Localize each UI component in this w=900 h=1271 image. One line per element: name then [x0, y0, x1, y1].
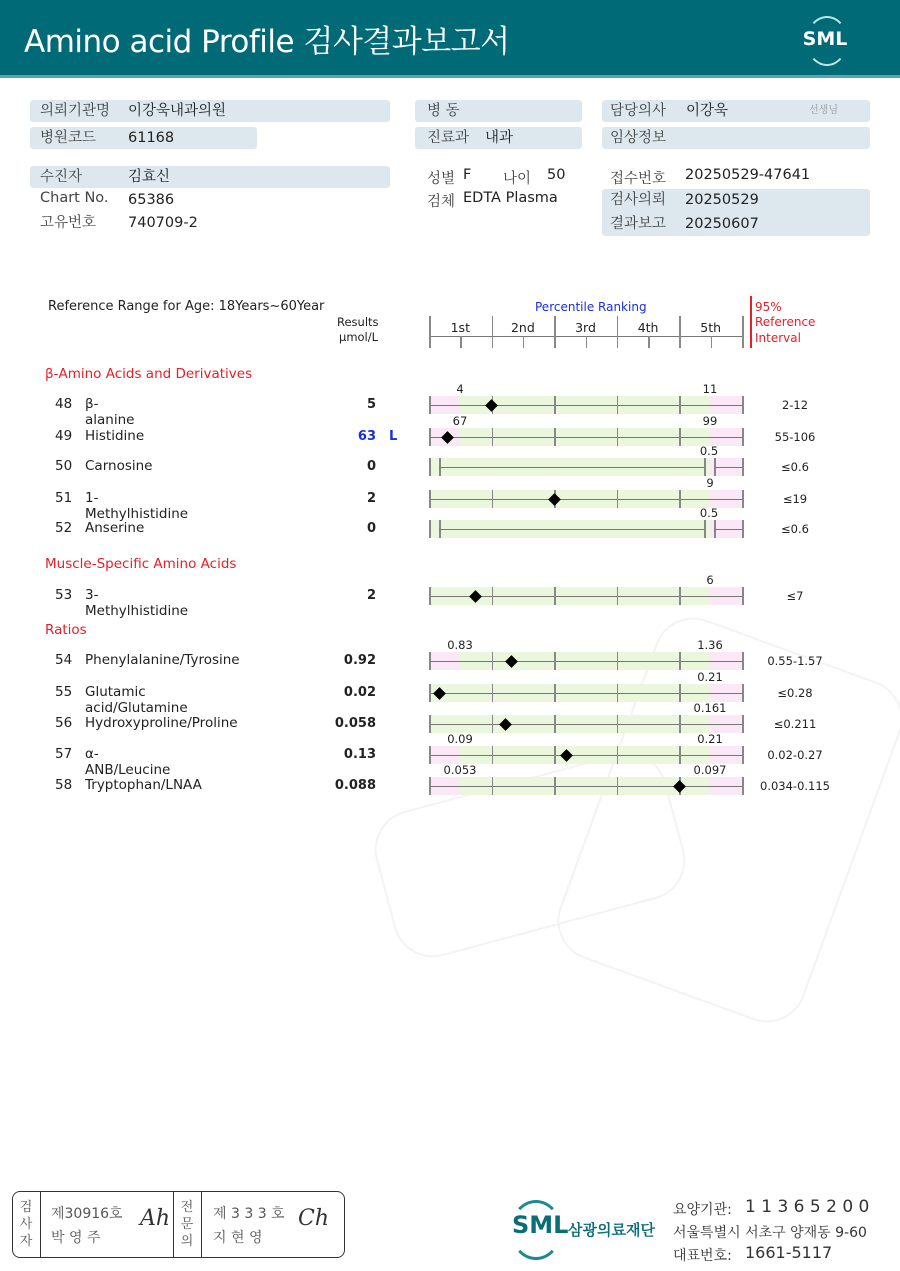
institution-field: [30, 100, 390, 122]
bar-tick: [429, 428, 431, 446]
bar-tick: [429, 458, 431, 476]
quintile-label: 2nd: [510, 320, 535, 335]
bar-tick: [617, 652, 619, 670]
bar-tick: [617, 715, 619, 733]
label: 진료과: [427, 130, 470, 146]
axis-tick: [742, 316, 744, 348]
bar-tick: [617, 396, 619, 414]
reference-interval: ≤0.6: [781, 460, 809, 474]
result-value: 0: [366, 521, 376, 536]
bar-line: [439, 467, 704, 468]
chart-value: 65386: [128, 192, 175, 208]
upper-limit-label: 11: [702, 382, 718, 396]
result-value: 0.058: [334, 716, 376, 731]
hospital-code-field: [30, 127, 257, 149]
bar-tick: [429, 684, 431, 702]
bar-tick: [679, 396, 681, 414]
label: 검사의뢰: [610, 192, 667, 208]
bar-tick: [554, 777, 556, 795]
bar-tick: [742, 746, 744, 764]
bar-tick: [429, 715, 431, 733]
sml-logo: SML: [796, 14, 854, 64]
bar-tick: [742, 490, 744, 508]
age-value: 50: [547, 167, 566, 183]
label: 담당의사: [610, 103, 667, 119]
signature-box: [12, 1191, 345, 1258]
bar-line: [429, 661, 742, 662]
tester-label: 검사자: [19, 1200, 33, 1249]
value: 20250529: [685, 192, 759, 208]
footer-phone-label: 대표번호:: [673, 1248, 732, 1264]
bar-tick: [492, 587, 494, 605]
result-value: 0.13: [343, 747, 376, 762]
bar-tick: [492, 715, 494, 733]
bar-line: [439, 529, 704, 530]
analyte-name: 1-Methylhistidine: [85, 490, 189, 522]
result-value: 0.92: [343, 653, 376, 668]
sex-value: F: [463, 167, 472, 183]
bar-tick: [679, 428, 681, 446]
specialist-name: 지 현 영: [213, 1230, 263, 1246]
analyte-name: β-alanine: [85, 396, 135, 428]
upper-limit-label: 0.5: [699, 506, 719, 520]
sex-label: 성별: [427, 171, 456, 187]
row-number: 54: [55, 652, 73, 668]
upper-limit-label: 99: [702, 414, 718, 428]
row-number: 52: [55, 520, 73, 536]
specialist-no: 제 3 3 3 호: [213, 1206, 285, 1222]
analyte-name: Tryptophan/LNAA: [85, 777, 202, 793]
bar-tick: [742, 684, 744, 702]
lower-limit-label: 0.83: [447, 638, 473, 652]
bar-tick: [742, 777, 744, 795]
result-flag: L: [389, 429, 398, 444]
axis-tick: [429, 316, 431, 348]
axis-minor-tick: [460, 336, 462, 348]
percentile-title: Percentile Ranking: [535, 300, 647, 314]
bar-tick: [704, 520, 706, 538]
result-value: 0: [366, 459, 376, 474]
ref-divider: [750, 296, 752, 348]
specimen-label: 검체: [427, 194, 456, 210]
bar-tick: [492, 684, 494, 702]
upper-limit-label: 0.5: [699, 444, 719, 458]
chart-label: Chart No.: [40, 190, 109, 206]
quintile-label: 3rd: [575, 320, 596, 335]
axis-minor-tick: [523, 336, 525, 348]
section-title: Muscle-Specific Amino Acids: [45, 556, 237, 572]
value: 이강욱내과의원: [128, 103, 227, 119]
footer-phone: 1661-5117: [745, 1243, 833, 1262]
dates-field: [602, 189, 870, 236]
analyte-name: Histidine: [85, 428, 145, 444]
receipt-value: 20250529-47641: [685, 167, 811, 183]
unit-label: μmol/L: [339, 330, 379, 344]
reference-interval: 0.55-1.57: [767, 654, 823, 668]
result-value: 63: [357, 429, 376, 444]
bar-tick: [554, 396, 556, 414]
specialist-signature-icon: Ch: [298, 1206, 330, 1231]
bar-tick: [617, 587, 619, 605]
reference-interval: ≤0.211: [773, 717, 817, 731]
analyte-name: 3-Methylhistidine: [85, 587, 189, 619]
upper-limit-label: 6: [706, 573, 714, 587]
footer-org: 삼광의료재단: [568, 1221, 655, 1239]
bar-line: [429, 786, 742, 787]
bar-tick: [429, 652, 431, 670]
axis-minor-tick: [711, 336, 713, 348]
bar-tick: [742, 652, 744, 670]
label: 병 동: [427, 103, 460, 119]
axis-minor-tick: [648, 336, 650, 348]
footer-address: 서울특별시 서초구 양재동 9-60: [673, 1225, 867, 1241]
label: 결과보고: [610, 216, 667, 232]
bar-tick: [742, 396, 744, 414]
analyte-name: Carnosine: [85, 458, 153, 474]
reference-interval: ≤0.6: [781, 522, 809, 536]
result-value: 0.02: [343, 685, 376, 700]
bar-line: [429, 693, 742, 694]
bar-tick: [429, 587, 431, 605]
section-title: β-Amino Acids and Derivatives: [45, 366, 253, 382]
bar-tick: [742, 458, 744, 476]
bar-tick: [617, 746, 619, 764]
lower-limit-label: 0.053: [443, 763, 477, 777]
bar-tick: [679, 652, 681, 670]
bar-line: [429, 437, 742, 438]
bar-tick: [429, 490, 431, 508]
row-number: 58: [55, 777, 73, 793]
label: 병원코드: [40, 130, 97, 146]
axis-tick: [554, 316, 556, 348]
bar-tick: [742, 428, 744, 446]
doctor-field: [602, 100, 870, 122]
bar-tick: [617, 428, 619, 446]
analyte-name: Phenylalanine/Tyrosine: [85, 652, 240, 668]
result-value: 2: [366, 491, 376, 506]
label: 수진자: [40, 169, 83, 185]
reference-interval: ≤7: [786, 589, 804, 603]
analyte-name: Glutamic acid/Glutamine: [85, 684, 188, 716]
tester-name: 박 영 주: [51, 1230, 101, 1246]
ref-title: Reference: [755, 315, 816, 329]
row-number: 57: [55, 746, 73, 762]
bar-tick: [617, 777, 619, 795]
reference-interval: 2-12: [781, 398, 809, 412]
bar-tick: [679, 746, 681, 764]
ref-age-range: Reference Range for Age: 18Years~60Year: [48, 299, 325, 314]
row-number: 48: [55, 396, 73, 412]
specimen-value: EDTA Plasma: [463, 190, 558, 206]
label: 임상정보: [610, 130, 667, 146]
footer-code: 1 1 3 6 5 2 0 0: [745, 1197, 870, 1217]
bar-tick: [679, 587, 681, 605]
reference-interval: 0.02-0.27: [767, 748, 823, 762]
bar-tick: [492, 490, 494, 508]
bar-tick: [742, 520, 744, 538]
bar-line: [714, 529, 742, 530]
reference-interval: ≤19: [782, 492, 808, 506]
bar-tick: [617, 490, 619, 508]
bar-tick: [429, 520, 431, 538]
reference-interval: ≤0.28: [777, 686, 813, 700]
id-label: 고유번호: [40, 215, 97, 231]
bar-line: [429, 755, 742, 756]
doctor-suffix: 선생님: [809, 105, 838, 116]
row-number: 53: [55, 587, 73, 603]
id-value: 740709-2: [128, 215, 198, 231]
value: 61168: [128, 130, 175, 146]
upper-limit-label: 1.36: [697, 638, 723, 652]
tester-no: 제30916호: [51, 1206, 123, 1222]
ward-field: [415, 100, 582, 122]
footer-logo: SML: [512, 1211, 569, 1239]
axis-tick: [492, 316, 494, 348]
bar-tick: [554, 746, 556, 764]
dept-field: [415, 127, 582, 149]
row-number: 49: [55, 428, 73, 444]
bar-line: [429, 405, 742, 406]
value: 김효신: [128, 169, 171, 185]
bar-tick: [554, 587, 556, 605]
value: 20250607: [685, 216, 759, 232]
upper-limit-label: 0.21: [697, 732, 723, 746]
bar-tick: [742, 587, 744, 605]
analyte-name: Anserine: [85, 520, 145, 536]
result-value: 5: [366, 397, 376, 412]
analyte-name: α-ANB/Leucine: [85, 746, 171, 778]
section-title: Ratios: [45, 622, 87, 638]
analyte-name: Hydroxyproline/Proline: [85, 715, 238, 731]
reference-interval: 55-106: [774, 430, 816, 444]
bar-tick: [554, 652, 556, 670]
lower-limit-label: 4: [456, 382, 464, 396]
upper-limit-label: 0.097: [693, 763, 727, 777]
result-value: 0.088: [334, 778, 376, 793]
row-number: 51: [55, 490, 73, 506]
value: 이강욱: [686, 103, 729, 119]
bar-tick: [554, 684, 556, 702]
bar-line: [429, 499, 742, 500]
bar-tick: [429, 777, 431, 795]
bar-tick: [704, 458, 706, 476]
result-value: 2: [366, 588, 376, 603]
report-title: Amino acid Profile 검사결과보고서: [24, 24, 510, 60]
bar-tick: [679, 684, 681, 702]
tester-signature-icon: Ah: [140, 1206, 171, 1231]
row-number: 55: [55, 684, 73, 700]
lower-limit-label: 0.09: [447, 732, 473, 746]
axis-minor-tick: [586, 336, 588, 348]
footer-code-label: 요양기관:: [673, 1202, 732, 1218]
bar-tick: [554, 715, 556, 733]
results-label: Results: [337, 315, 379, 329]
bar-line: [714, 467, 742, 468]
clinical-field: [602, 127, 870, 149]
bar-tick: [429, 746, 431, 764]
row-number: 50: [55, 458, 73, 474]
bar-tick: [492, 428, 494, 446]
quintile-label: 5th: [700, 320, 722, 335]
bar-tick: [679, 490, 681, 508]
receipt-label: 접수번호: [610, 171, 667, 187]
age-label: 나이: [503, 171, 532, 187]
bar-line: [429, 724, 742, 725]
upper-limit-label: 9: [706, 476, 714, 490]
patient-field: [30, 166, 390, 188]
bar-tick: [679, 715, 681, 733]
upper-limit-label: 0.161: [693, 701, 727, 715]
row-number: 56: [55, 715, 73, 731]
axis-tick: [617, 316, 619, 348]
specialist-label: 전문의: [180, 1200, 194, 1249]
quintile-label: 1st: [450, 320, 470, 335]
value: 내과: [485, 130, 514, 146]
upper-limit-label: 0.21: [697, 670, 723, 684]
bar-tick: [742, 715, 744, 733]
label: 의뢰기관명: [40, 103, 111, 119]
axis-tick: [679, 316, 681, 348]
ref-title: 95%: [755, 300, 782, 314]
bar-tick: [429, 396, 431, 414]
bar-tick: [492, 652, 494, 670]
ref-title: Interval: [755, 331, 801, 345]
bar-tick: [617, 684, 619, 702]
bar-tick: [554, 428, 556, 446]
quintile-label: 4th: [637, 320, 659, 335]
bar-tick: [492, 746, 494, 764]
bar-tick: [492, 777, 494, 795]
lower-limit-label: 67: [452, 414, 468, 428]
reference-interval: 0.034-0.115: [760, 779, 830, 793]
report-header: [0, 0, 900, 78]
